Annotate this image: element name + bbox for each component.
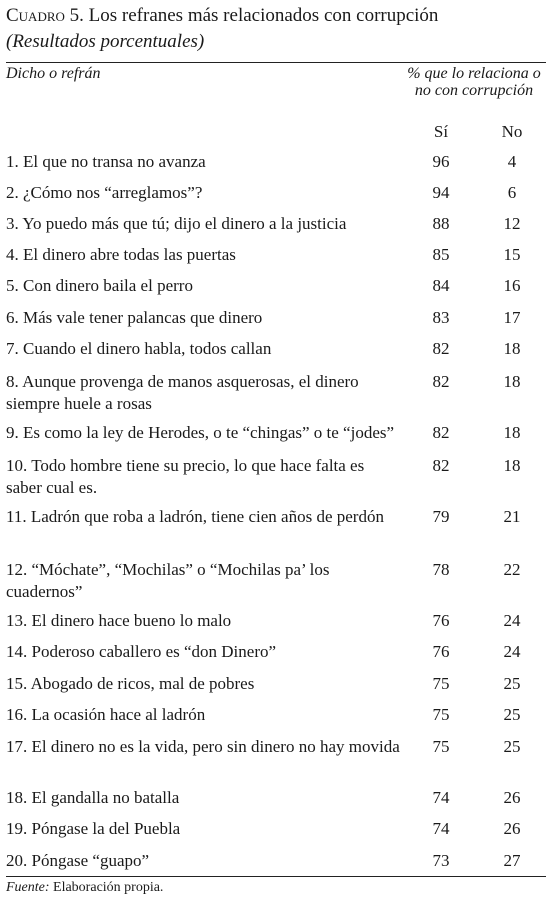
yes-percent: 82 [432, 423, 450, 442]
no-percent: 24 [503, 611, 521, 630]
no-percent: 18 [503, 423, 521, 442]
no-percent: 4 [507, 152, 517, 171]
saying-number: 8. [6, 372, 23, 391]
saying-body: El dinero abre todas las puertas [23, 245, 236, 264]
yes-percent: 74 [432, 819, 450, 838]
table-subtitle: (Resultados porcentuales) [6, 31, 205, 52]
no-percent: 24 [503, 642, 521, 661]
yes-percent: 75 [432, 705, 450, 724]
no-percent: 12 [503, 214, 521, 233]
saying-text [6, 641, 401, 663]
source-text: Elaboración propia. [53, 880, 164, 895]
saying-body: El dinero hace bueno lo malo [31, 611, 232, 630]
source-label: Fuente: [6, 880, 50, 895]
no-percent: 26 [503, 788, 521, 807]
saying-body: La ocasión hace al ladrón [31, 705, 206, 724]
yes-percent: 73 [432, 851, 450, 870]
saying-text [6, 182, 401, 204]
saying-text [6, 422, 401, 444]
no-percent: 21 [503, 507, 521, 526]
saying-text [6, 673, 401, 695]
no-percent: 18 [503, 339, 521, 358]
yes-percent: 82 [432, 456, 450, 475]
saying-body: El gandalla no batalla [31, 788, 180, 807]
saying-body: El dinero no es la vida, pero sin dinero no hay movida [31, 737, 400, 756]
table-label: Cuadro 5. [6, 5, 84, 26]
saying-number: 17. [6, 737, 32, 756]
no-percent: 18 [503, 456, 521, 475]
yes-percent: 85 [432, 245, 450, 264]
saying-number: 10. [6, 456, 32, 475]
table-title [6, 4, 438, 28]
no-percent: 15 [503, 245, 521, 264]
bottom-rule [6, 876, 546, 877]
yes-percent: 82 [432, 339, 450, 358]
yes-percent: 84 [432, 276, 450, 295]
yes-percent: 96 [432, 152, 450, 171]
saying-body: Ladrón que roba a ladrón, tiene cien años de perdón [30, 507, 384, 526]
saying-text [6, 455, 401, 499]
saying-text [6, 371, 401, 415]
saying-number: 18. [6, 788, 32, 807]
saying-number: 4. [6, 245, 23, 264]
saying-text [6, 307, 401, 329]
yes-percent: 79 [432, 507, 450, 526]
saying-body: Yo puedo más que tú; dijo el dinero a la justicia [22, 214, 347, 233]
yes-percent: 76 [432, 611, 450, 630]
saying-number: 16. [6, 705, 32, 724]
saying-text [6, 787, 401, 809]
yes-percent: 74 [432, 788, 450, 807]
saying-body: Es como la ley de Herodes, o te “chingas” o te “jodes” [23, 423, 395, 442]
saying-body: Póngase la del Puebla [31, 819, 181, 838]
saying-body: Cuando el dinero habla, todos callan [23, 339, 272, 358]
yes-percent: 76 [432, 642, 450, 661]
column-header-yes: Sí [433, 122, 449, 141]
saying-number: 15. [6, 674, 31, 693]
yes-percent: 94 [432, 183, 450, 202]
saying-body: ¿Cómo nos “arreglamos”? [23, 183, 203, 202]
saying-text [6, 850, 401, 872]
no-percent: 17 [503, 308, 521, 327]
saying-number: 14. [6, 642, 32, 661]
column-header-percent-line1: % que lo relaciona o [407, 65, 541, 82]
yes-percent: 75 [432, 737, 450, 756]
saying-body: “Móchate”, “Mochilas” o “Mochilas pa’ los cuadernos” [6, 560, 330, 601]
saying-body: Poderoso caballero es “don Dinero” [31, 642, 277, 661]
saying-text [6, 244, 401, 266]
saying-body: Póngase “guapo” [31, 851, 150, 870]
no-percent: 18 [503, 372, 521, 391]
no-percent: 22 [503, 560, 521, 579]
saying-body: Abogado de ricos, mal de pobres [30, 674, 255, 693]
no-percent: 25 [503, 737, 521, 756]
saying-number: 6. [6, 308, 23, 327]
yes-percent: 78 [432, 560, 450, 579]
saying-text [6, 818, 401, 840]
saying-number: 20. [6, 851, 32, 870]
no-percent: 26 [503, 819, 521, 838]
column-header-percent-line2: no con corrupción [414, 82, 534, 99]
saying-number: 2. [6, 183, 23, 202]
table-title-text: Los refranes más relacionados con corrupción [88, 5, 439, 26]
saying-number: 5. [6, 276, 23, 295]
saying-text [6, 559, 401, 603]
saying-text [6, 736, 401, 758]
yes-percent: 88 [432, 214, 450, 233]
no-percent: 6 [507, 183, 517, 202]
saying-number: 13. [6, 611, 32, 630]
source-note [6, 879, 163, 897]
no-percent: 25 [503, 674, 521, 693]
saying-number: 1. [6, 152, 23, 171]
saying-body: El que no transa no avanza [23, 152, 206, 171]
saying-text [6, 506, 401, 528]
saying-number: 7. [6, 339, 23, 358]
column-header-saying: Dicho o refrán [6, 65, 101, 82]
no-percent: 27 [503, 851, 521, 870]
saying-number: 19. [6, 819, 32, 838]
saying-number: 3. [6, 214, 23, 233]
saying-number: 11. [6, 507, 31, 526]
no-percent: 25 [503, 705, 521, 724]
saying-body: Aunque provenga de manos asquerosas, el dinero siempre huele a rosas [6, 372, 359, 413]
column-header-no: No [501, 122, 523, 141]
saying-text [6, 338, 401, 360]
saying-text [6, 151, 401, 173]
saying-number: 9. [6, 423, 23, 442]
saying-text [6, 275, 401, 297]
column-header-percent [400, 65, 548, 99]
yes-percent: 83 [432, 308, 450, 327]
yes-percent: 82 [432, 372, 450, 391]
yes-percent: 75 [432, 674, 450, 693]
saying-number: 12. [6, 560, 32, 579]
saying-body: Todo hombre tiene su precio, lo que hace falta es saber cual es. [6, 456, 365, 497]
saying-text [6, 213, 401, 235]
no-percent: 16 [503, 276, 521, 295]
top-rule [6, 62, 546, 63]
saying-text [6, 610, 401, 632]
saying-text [6, 704, 401, 726]
saying-body: Más vale tener palancas que dinero [23, 308, 263, 327]
saying-body: Con dinero baila el perro [23, 276, 193, 295]
